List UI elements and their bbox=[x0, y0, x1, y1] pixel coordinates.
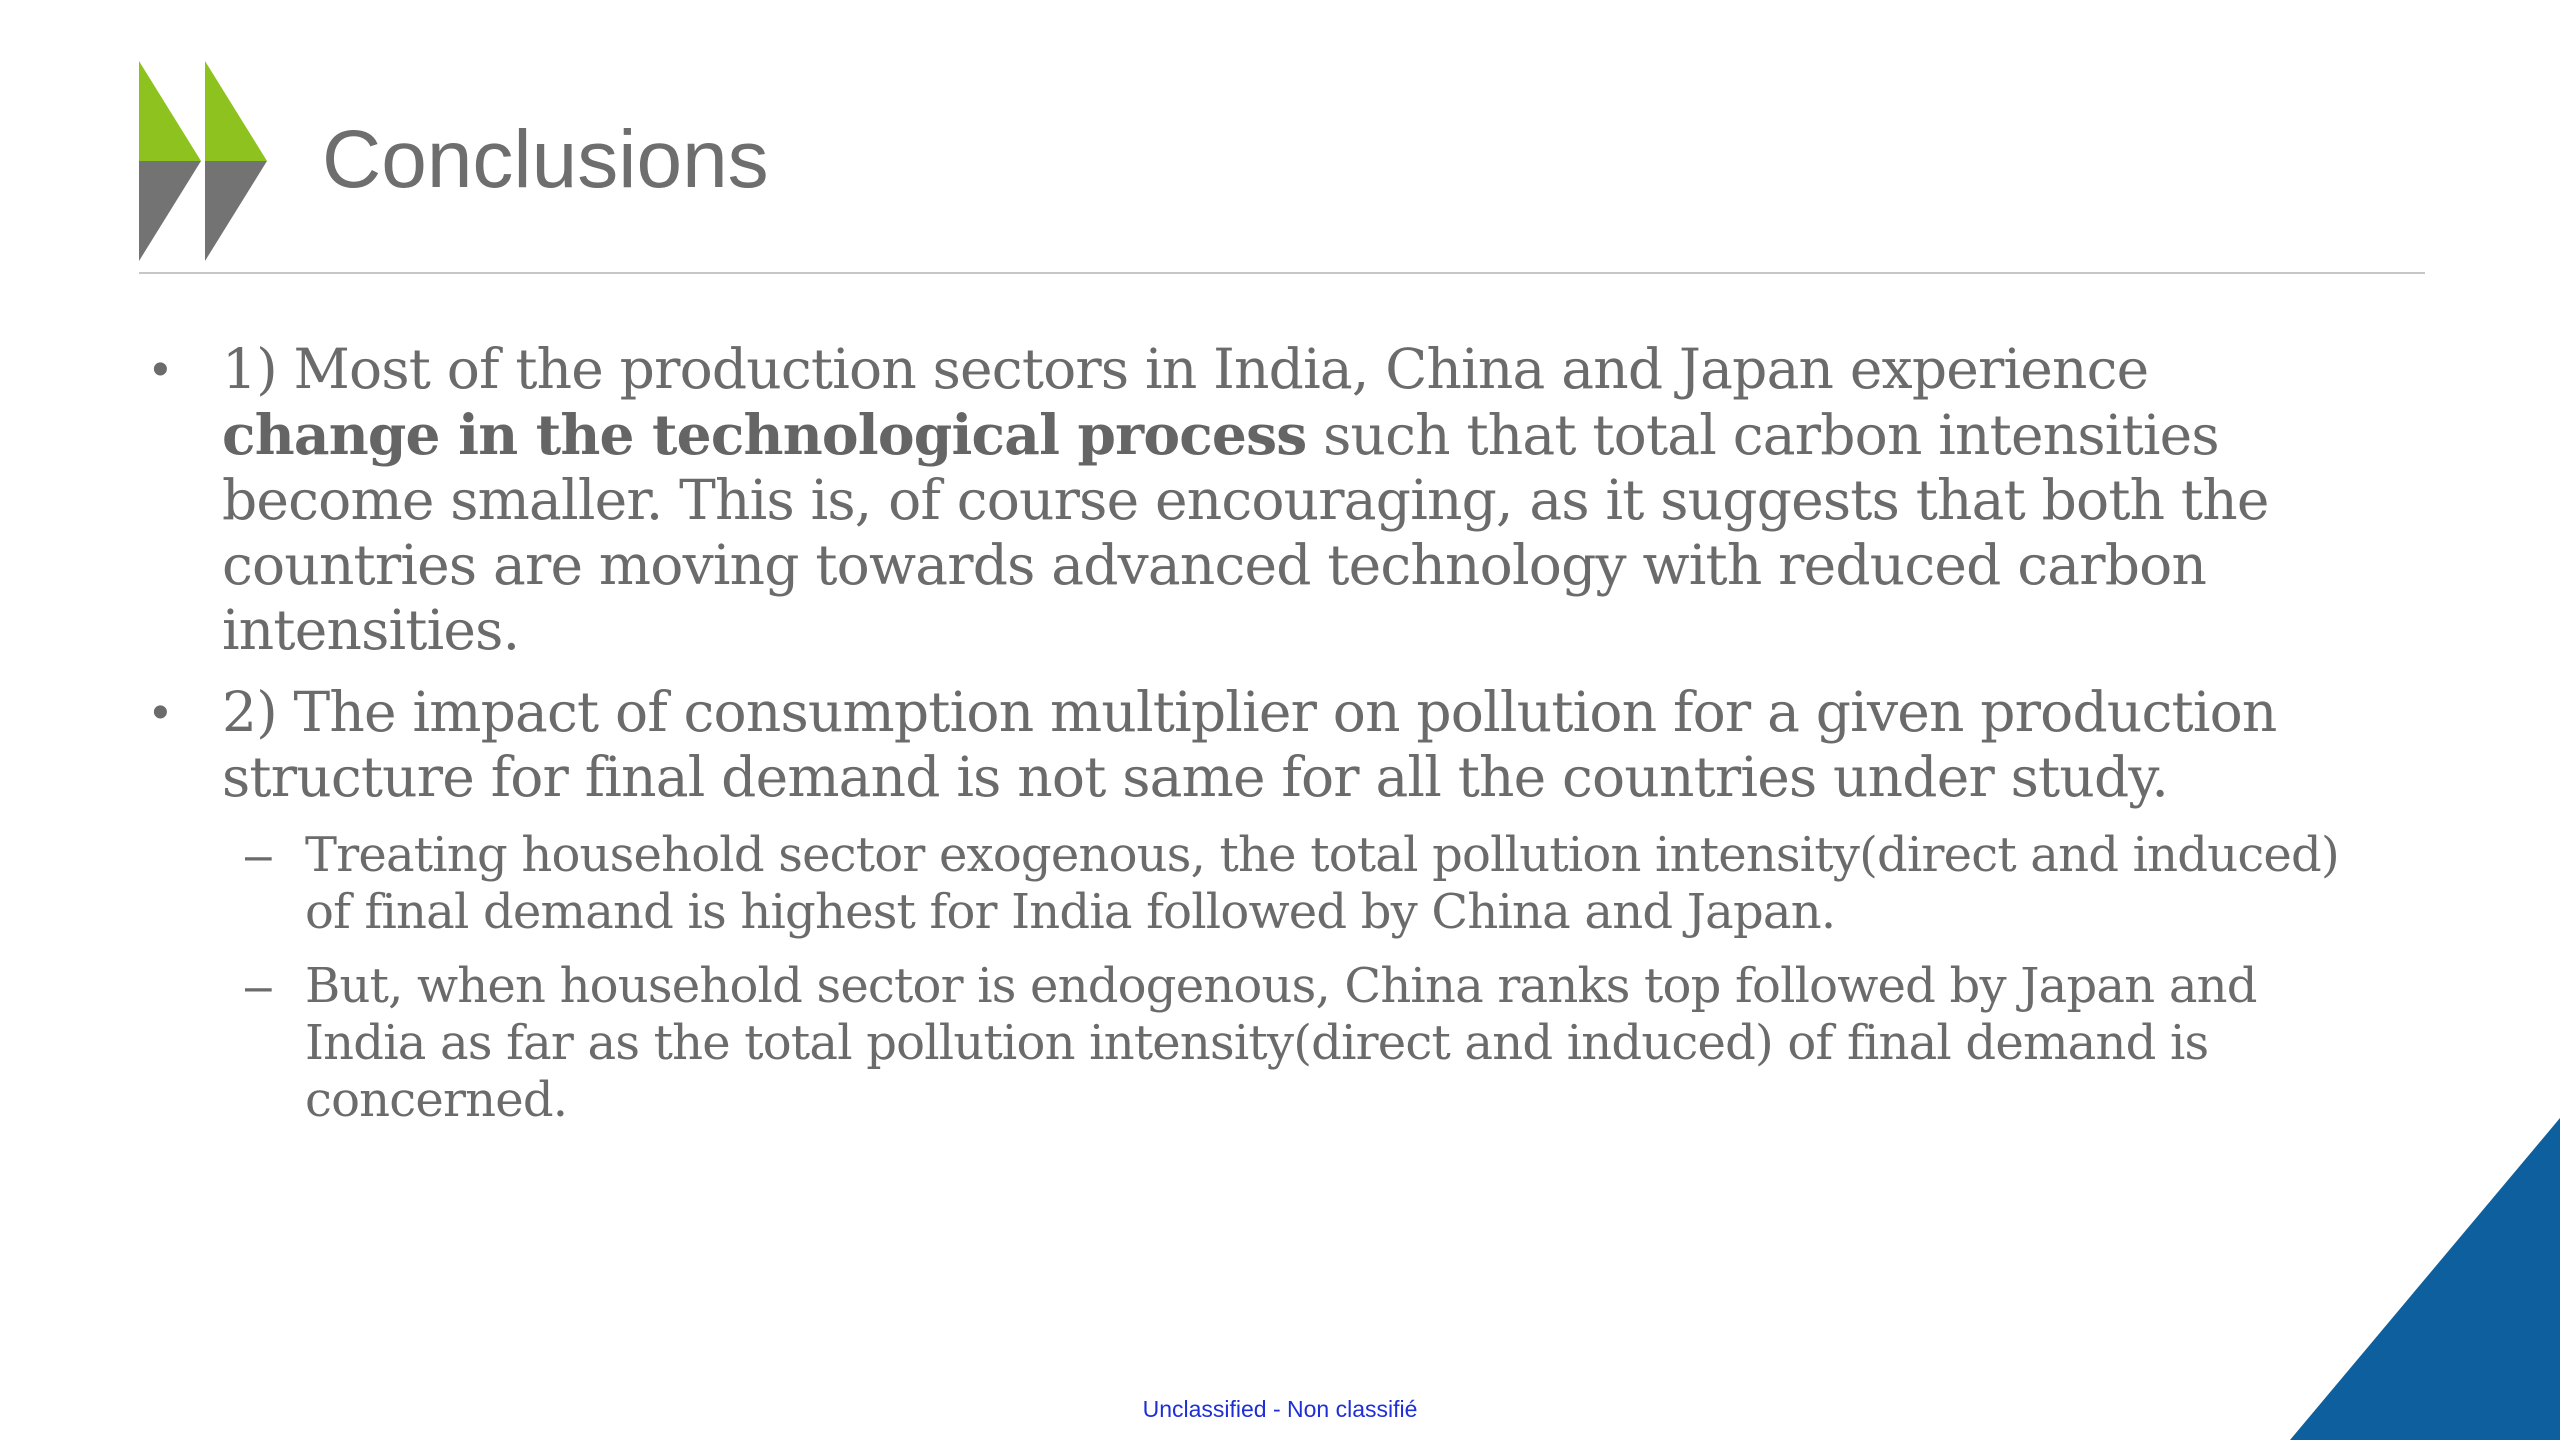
logo-grey-chevron-left bbox=[139, 161, 201, 261]
bullet-text-before: 1) Most of the production sectors in India, China and Japan experience bbox=[222, 337, 2149, 401]
sub-bullet-list bbox=[150, 827, 2380, 1129]
dash-marker: – bbox=[245, 829, 271, 882]
sub-bullet-item bbox=[150, 958, 2380, 1129]
logo-green-chevron-left bbox=[139, 61, 201, 161]
corner-triangle-decoration bbox=[2290, 1118, 2560, 1440]
bullet-marker: • bbox=[152, 686, 169, 739]
sub-bullet-text: But, when household sector is endogenous, China ranks top followed by Japan and India as far as the total pollution intensity(direct and induced) of final demand is concerned. bbox=[305, 958, 2257, 1128]
sub-bullet-item bbox=[150, 827, 2380, 941]
oecd-chevrons-logo bbox=[139, 61, 271, 261]
logo-grey-chevron-right bbox=[205, 161, 267, 261]
bullet-text-after: such that total carbon intensities become smaller. This is, of course encouraging, as it suggests that both the countries are moving towards advanced technology with reduced carbon intensities. bbox=[222, 403, 2269, 662]
slide-content bbox=[150, 337, 2380, 1146]
bullet-bold-text: change in the technological process bbox=[222, 402, 1307, 467]
sub-bullet-text: Treating household sector exogenous, the total pollution intensity(direct and induced) of final demand is highest for India followed by China and Japan. bbox=[305, 827, 2339, 940]
bullet-item bbox=[150, 680, 2380, 810]
title-divider bbox=[139, 272, 2425, 274]
bullet-text: 2) The impact of consumption multiplier on pollution for a given production structure for final demand is not same for all the countries under study. bbox=[222, 680, 2277, 809]
dash-marker: – bbox=[245, 960, 271, 1013]
bullet-marker: • bbox=[152, 343, 169, 396]
slide-title: Conclusions bbox=[322, 114, 769, 205]
bullet-item bbox=[150, 337, 2380, 663]
classification-footer: Unclassified - Non classifié bbox=[1142, 1396, 1418, 1422]
logo-green-chevron-right bbox=[205, 61, 267, 161]
